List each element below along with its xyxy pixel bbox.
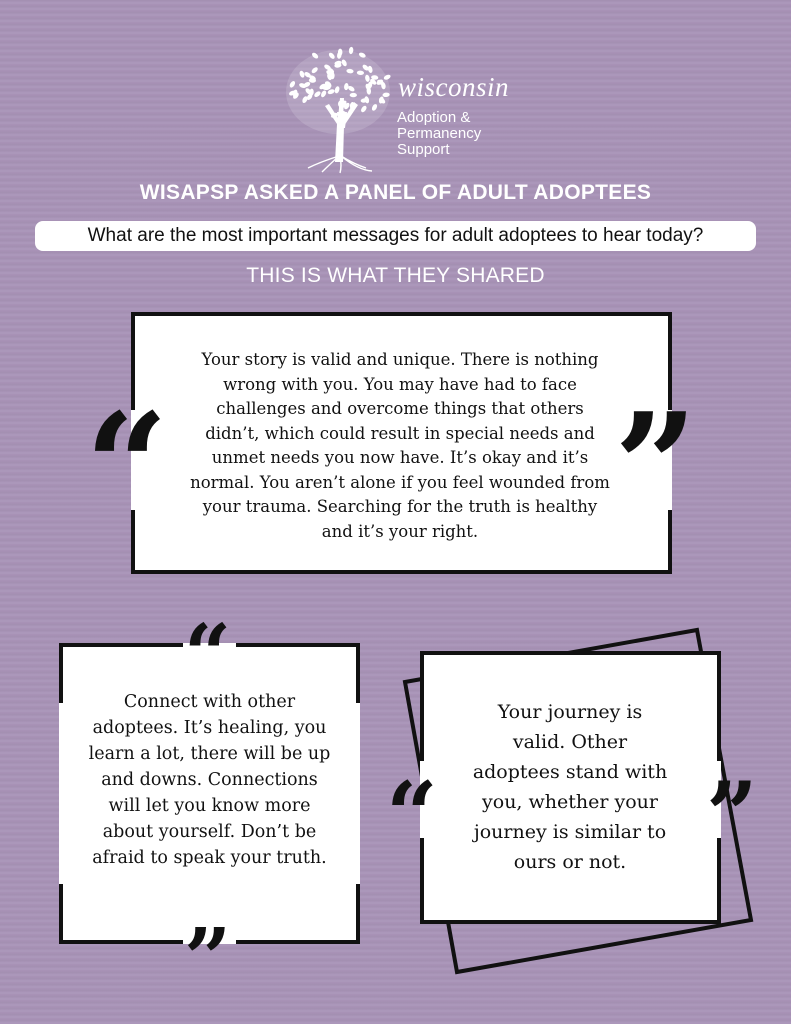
logo-line-support: Support — [397, 141, 450, 158]
quote-text-1: Your story is valid and unique. There is nothing wrong with you. You may have had to face challenges and overcome things that others didn’t, which could result in special needs and unmet needs you now have. It’s okay and it’s normal. You aren’t alone if you feel wounded from your trauma. Searching for the truth is healthy and it’s your right. — [190, 350, 610, 541]
open-quote-icon: “ — [85, 382, 169, 552]
quote-card-1 — [131, 312, 672, 574]
open-quote-icon: “ — [184, 607, 232, 703]
leaf-shape — [350, 93, 357, 97]
logo-line-adoption: Adoption & — [397, 109, 471, 126]
open-quote-icon: “ — [386, 762, 438, 868]
quote-card-3 — [420, 651, 721, 924]
quote-text-2: Connect with other adoptees. It’s healing, you learn a lot, there will be up and downs. Connections will let you know more about yourself. Don’t be afraid to speak your truth. — [88, 692, 331, 868]
question-text: What are the most important messages for adult adoptees to hear today? — [87, 225, 704, 246]
close-quote-icon: ” — [184, 911, 232, 1007]
question-banner — [35, 221, 756, 251]
quote-text-3: Your journey is valid. Other adoptees stand with you, whether your journey is similar to ours or not. — [472, 701, 668, 873]
leaf-shape — [338, 49, 342, 56]
close-quote-icon: ” — [614, 382, 698, 552]
page-title: WISAPSP ASKED A PANEL OF ADULT ADOPTEES — [139, 181, 652, 204]
page-subtitle: THIS IS WHAT THEY SHARED — [246, 264, 545, 287]
logo-line-permanency: Permanency — [397, 125, 482, 142]
close-quote-icon: ” — [706, 762, 758, 868]
logo-wordmark: wisconsin — [398, 72, 510, 102]
